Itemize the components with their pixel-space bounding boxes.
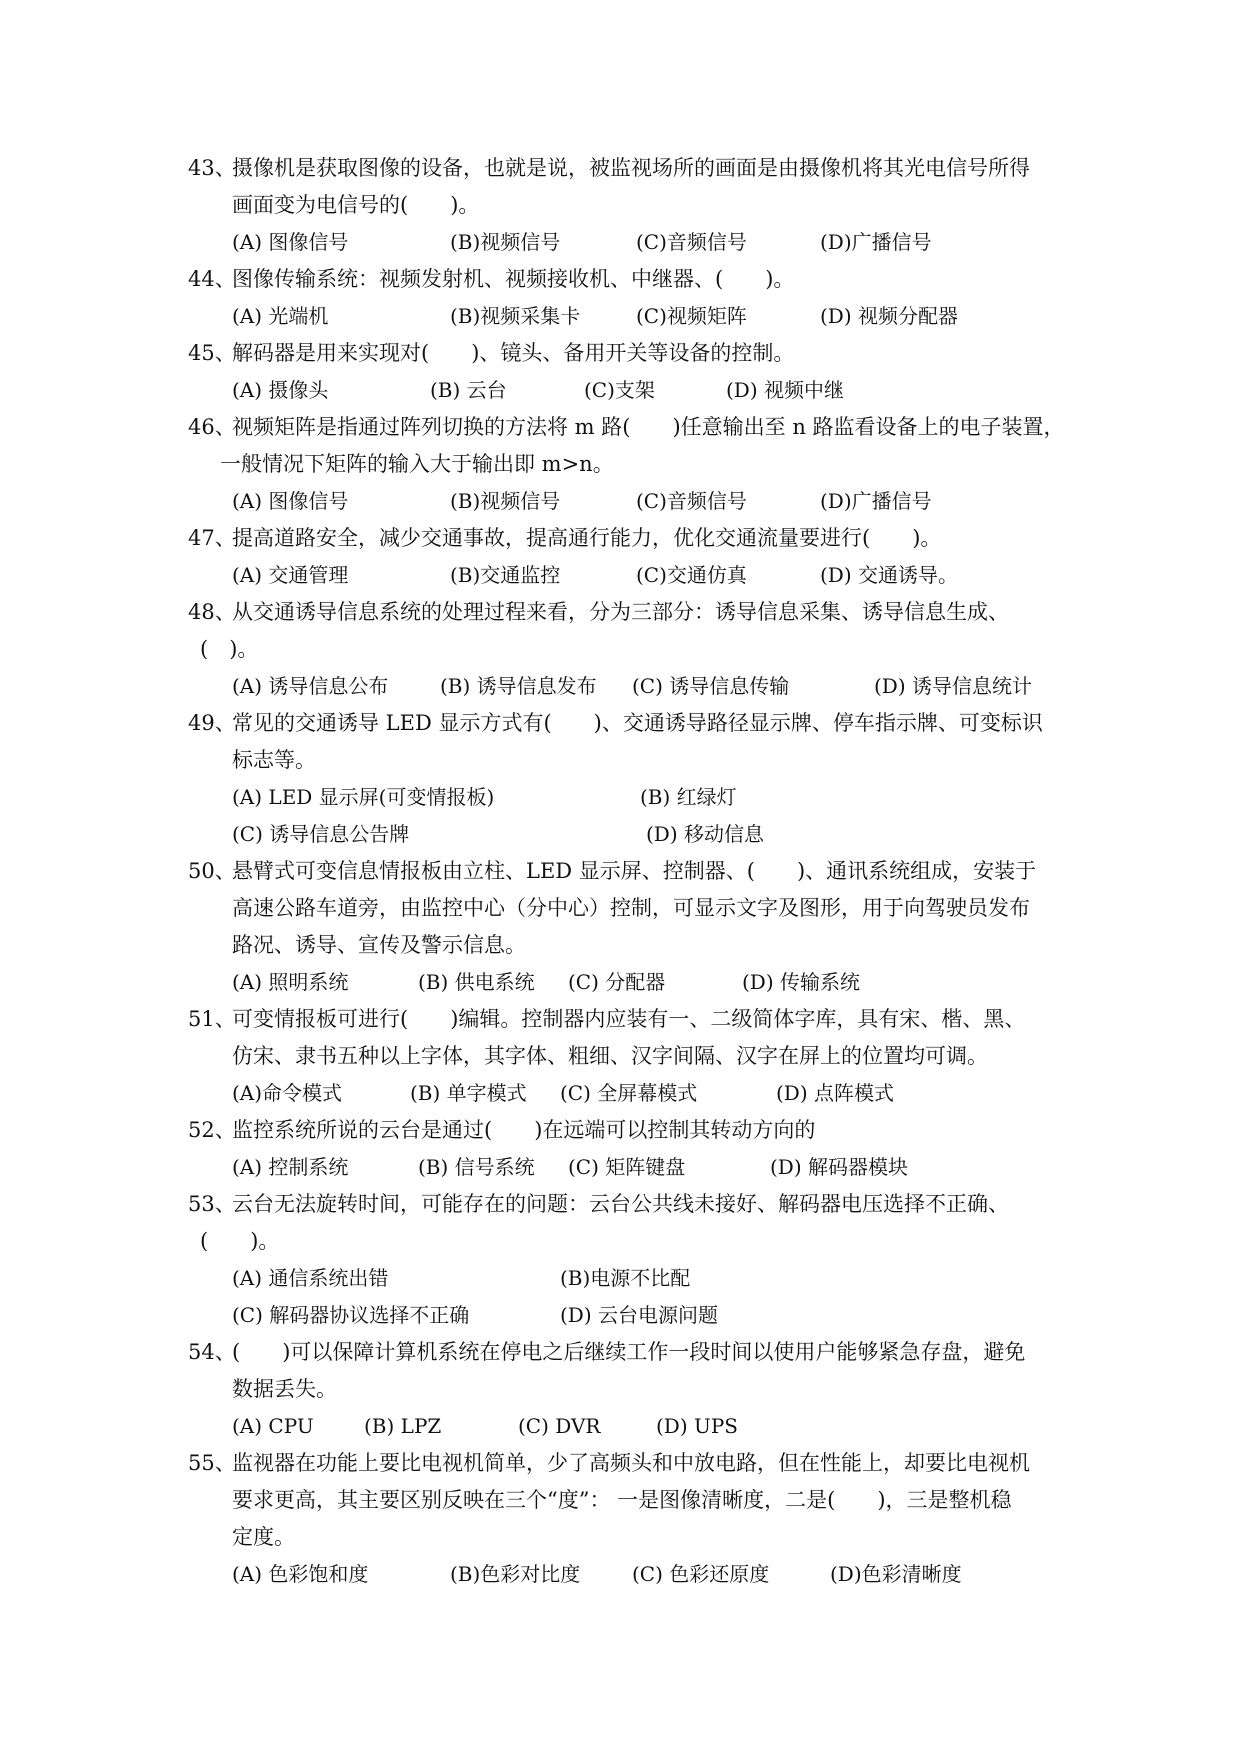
question-number: 46、 bbox=[188, 415, 236, 439]
question-text-continued bbox=[0, 1482, 1241, 1519]
answer-option: (C) 色彩还原度 bbox=[632, 1562, 770, 1586]
question-text: 监控系统所说的云台是通过( )在远端可以控制其转动方向的 bbox=[232, 1118, 816, 1142]
answer-option: (A) 交通管理 bbox=[232, 563, 349, 587]
answer-option: (D) 传输系统 bbox=[742, 970, 860, 994]
question-text: 提高道路安全，减少交通事故，提高通行能力，优化交通流量要进行( )。 bbox=[232, 526, 942, 550]
question-text-line: 标志等。 bbox=[232, 748, 316, 772]
question-text-continued bbox=[0, 890, 1241, 927]
question-54 bbox=[0, 1334, 1241, 1445]
options-row bbox=[0, 1260, 1241, 1297]
question-number: 52、 bbox=[188, 1118, 236, 1142]
question-text: 云台无法旋转时间，可能存在的问题：云台公共线未接好、解码器电压选择不正确、 bbox=[232, 1192, 1009, 1216]
question-44 bbox=[0, 261, 1241, 335]
question-number: 51、 bbox=[188, 1007, 236, 1031]
answer-option: (C)交通仿真 bbox=[636, 563, 747, 587]
question-text: 监视器在功能上要比电视机简单，少了高频头和中放电路，但在性能上，却要比电视机 bbox=[232, 1451, 1030, 1475]
answer-option: (C) 诱导信息公告牌 bbox=[232, 822, 410, 846]
exam-document bbox=[0, 150, 1241, 1593]
answer-option: (C) 诱导信息传输 bbox=[632, 674, 790, 698]
question-text: 摄像机是获取图像的设备，也就是说，被监视场所的画面是由摄像机将其光电信号所得 bbox=[232, 156, 1030, 180]
question-text: 从交通诱导信息系统的处理过程来看，分为三部分：诱导信息采集、诱导信息生成、 bbox=[232, 600, 1009, 624]
options-row bbox=[0, 298, 1241, 335]
answer-option: (D) 点阵模式 bbox=[776, 1081, 894, 1105]
answer-option: (D) 交通诱导。 bbox=[820, 563, 958, 587]
answer-option: (C)视频矩阵 bbox=[636, 304, 747, 328]
answer-option: (D) 视频中继 bbox=[726, 378, 844, 402]
question-number: 47、 bbox=[188, 526, 236, 550]
question-47 bbox=[0, 520, 1241, 594]
answer-option: (B) LPZ bbox=[364, 1414, 442, 1438]
options-row bbox=[0, 779, 1241, 816]
answer-option: (C)支架 bbox=[584, 378, 655, 402]
question-number: 55、 bbox=[188, 1451, 236, 1475]
question-stem bbox=[0, 1334, 1241, 1371]
answer-option: (D) 诱导信息统计 bbox=[874, 674, 1032, 698]
answer-option: (B) 信号系统 bbox=[418, 1155, 535, 1179]
options-row bbox=[0, 1556, 1241, 1593]
question-52 bbox=[0, 1112, 1241, 1186]
question-text-line: 要求更高，其主要区别反映在三个“度”： 一是图像清晰度，二是( )，三是整机稳 bbox=[232, 1488, 1012, 1512]
options-row bbox=[0, 483, 1241, 520]
question-number: 53、 bbox=[188, 1192, 236, 1216]
answer-option: (B) 云台 bbox=[430, 378, 507, 402]
question-51 bbox=[0, 1001, 1241, 1112]
question-text-continued bbox=[0, 446, 1241, 483]
answer-option: (A) 照明系统 bbox=[232, 970, 349, 994]
question-text: 解码器是用来实现对( )、镜头、备用开关等设备的控制。 bbox=[232, 341, 795, 365]
question-stem bbox=[0, 150, 1241, 187]
answer-option: (A) 通信系统出错 bbox=[232, 1266, 389, 1290]
answer-option: (B) 供电系统 bbox=[418, 970, 535, 994]
answer-option: (D)广播信号 bbox=[820, 489, 932, 513]
options-row bbox=[0, 1297, 1241, 1334]
answer-option: (B)视频采集卡 bbox=[450, 304, 581, 328]
question-text-continued bbox=[0, 187, 1241, 224]
question-stem bbox=[0, 261, 1241, 298]
answer-option: (C)音频信号 bbox=[636, 230, 747, 254]
question-text-line: ( )。 bbox=[200, 1229, 280, 1253]
answer-option: (D) 云台电源问题 bbox=[560, 1303, 718, 1327]
answer-option: (B) 红绿灯 bbox=[640, 785, 737, 809]
question-stem bbox=[0, 1001, 1241, 1038]
question-text-continued bbox=[0, 631, 1241, 668]
question-number: 50、 bbox=[188, 859, 236, 883]
question-text: 图像传输系统：视频发射机、视频接收机、中继器、( )。 bbox=[232, 267, 795, 291]
question-text-line: 仿宋、隶书五种以上字体，其字体、粗细、汉字间隔、汉字在屏上的位置均可调。 bbox=[232, 1044, 988, 1068]
question-text-continued bbox=[0, 742, 1241, 779]
answer-option: (A) CPU bbox=[232, 1414, 314, 1438]
options-row bbox=[0, 816, 1241, 853]
question-50 bbox=[0, 853, 1241, 1001]
answer-option: (A) 色彩饱和度 bbox=[232, 1562, 369, 1586]
options-row bbox=[0, 964, 1241, 1001]
answer-option: (A) LED 显示屏(可变情报板) bbox=[232, 785, 495, 809]
question-48 bbox=[0, 594, 1241, 705]
answer-option: (B) 单字模式 bbox=[410, 1081, 527, 1105]
answer-option: (D)广播信号 bbox=[820, 230, 932, 254]
answer-option: (C)音频信号 bbox=[636, 489, 747, 513]
question-text-continued bbox=[0, 927, 1241, 964]
options-row bbox=[0, 557, 1241, 594]
question-stem bbox=[0, 520, 1241, 557]
options-row bbox=[0, 224, 1241, 261]
question-number: 48、 bbox=[188, 600, 236, 624]
question-stem bbox=[0, 1112, 1241, 1149]
answer-option: (D)色彩清晰度 bbox=[830, 1562, 962, 1586]
question-stem bbox=[0, 705, 1241, 742]
question-text-line: 数据丢失。 bbox=[232, 1377, 337, 1401]
question-stem bbox=[0, 853, 1241, 890]
answer-option: (A) 诱导信息公布 bbox=[232, 674, 389, 698]
answer-option: (D) 解码器模块 bbox=[770, 1155, 908, 1179]
question-text-continued bbox=[0, 1519, 1241, 1556]
answer-option: (D) 移动信息 bbox=[646, 822, 764, 846]
answer-option: (A) 图像信号 bbox=[232, 230, 349, 254]
question-53 bbox=[0, 1186, 1241, 1334]
question-number: 45、 bbox=[188, 341, 236, 365]
question-text-continued bbox=[0, 1038, 1241, 1075]
question-55 bbox=[0, 1445, 1241, 1593]
options-row bbox=[0, 372, 1241, 409]
question-text: 悬臂式可变信息情报板由立柱、LED 显示屏、控制器、( )、通讯系统组成，安装于 bbox=[232, 859, 1037, 883]
question-stem bbox=[0, 335, 1241, 372]
answer-option: (B)色彩对比度 bbox=[450, 1562, 581, 1586]
answer-option: (B)视频信号 bbox=[450, 489, 561, 513]
question-text-continued bbox=[0, 1223, 1241, 1260]
question-stem bbox=[0, 1186, 1241, 1223]
answer-option: (D) UPS bbox=[656, 1414, 739, 1438]
answer-option: (D) 视频分配器 bbox=[820, 304, 958, 328]
answer-option: (C) 矩阵键盘 bbox=[568, 1155, 686, 1179]
answer-option: (B)交通监控 bbox=[450, 563, 561, 587]
answer-option: (A)命令模式 bbox=[232, 1081, 343, 1105]
question-number: 49、 bbox=[188, 711, 236, 735]
answer-option: (B)视频信号 bbox=[450, 230, 561, 254]
options-row bbox=[0, 1149, 1241, 1186]
answer-option: (B) 诱导信息发布 bbox=[440, 674, 597, 698]
question-46 bbox=[0, 409, 1241, 520]
answer-option: (B)电源不比配 bbox=[560, 1266, 691, 1290]
question-stem bbox=[0, 1445, 1241, 1482]
answer-option: (C) 分配器 bbox=[568, 970, 666, 994]
question-text-line: ( )。 bbox=[200, 637, 259, 661]
question-text-line: 路况、诱导、宣传及警示信息。 bbox=[232, 933, 526, 957]
answer-option: (C) 解码器协议选择不正确 bbox=[232, 1303, 470, 1327]
question-text-line: 一般情况下矩阵的输入大于输出即 m>n。 bbox=[220, 452, 614, 476]
answer-option: (A) 光端机 bbox=[232, 304, 329, 328]
question-number: 44、 bbox=[188, 267, 236, 291]
question-text: 常见的交通诱导 LED 显示方式有( )、交通诱导路径显示牌、停车指示牌、可变标识 bbox=[232, 711, 1043, 735]
question-45 bbox=[0, 335, 1241, 409]
question-text-line: 定度。 bbox=[232, 1525, 295, 1549]
options-row bbox=[0, 1075, 1241, 1112]
answer-option: (C) 全屏幕模式 bbox=[560, 1081, 698, 1105]
question-text-continued bbox=[0, 1371, 1241, 1408]
answer-option: (A) 图像信号 bbox=[232, 489, 349, 513]
question-text-line: 高速公路车道旁，由监控中心（分中心）控制，可显示文字及图形，用于向驾驶员发布 bbox=[232, 896, 1030, 920]
answer-option: (A) 摄像头 bbox=[232, 378, 329, 402]
question-text: 视频矩阵是指通过阵列切换的方法将 m 路( )任意输出至 n 路监看设备上的电子装置， bbox=[232, 415, 1065, 439]
question-number: 54、 bbox=[188, 1340, 236, 1364]
question-stem bbox=[0, 409, 1241, 446]
options-row bbox=[0, 668, 1241, 705]
question-number: 43、 bbox=[188, 156, 236, 180]
options-row bbox=[0, 1408, 1241, 1445]
question-text-line: 画面变为电信号的( )。 bbox=[232, 193, 480, 217]
question-43 bbox=[0, 150, 1241, 261]
question-text: 可变情报板可进行( )编辑。控制器内应装有一、二级简体字库，具有宋、楷、黑、 bbox=[232, 1007, 1026, 1031]
answer-option: (A) 控制系统 bbox=[232, 1155, 349, 1179]
question-49 bbox=[0, 705, 1241, 853]
question-text: ( )可以保障计算机系统在停电之后继续工作一段时间以使用户能够紧急存盘，避免 bbox=[232, 1340, 1026, 1364]
question-stem bbox=[0, 594, 1241, 631]
answer-option: (C) DVR bbox=[518, 1414, 601, 1438]
